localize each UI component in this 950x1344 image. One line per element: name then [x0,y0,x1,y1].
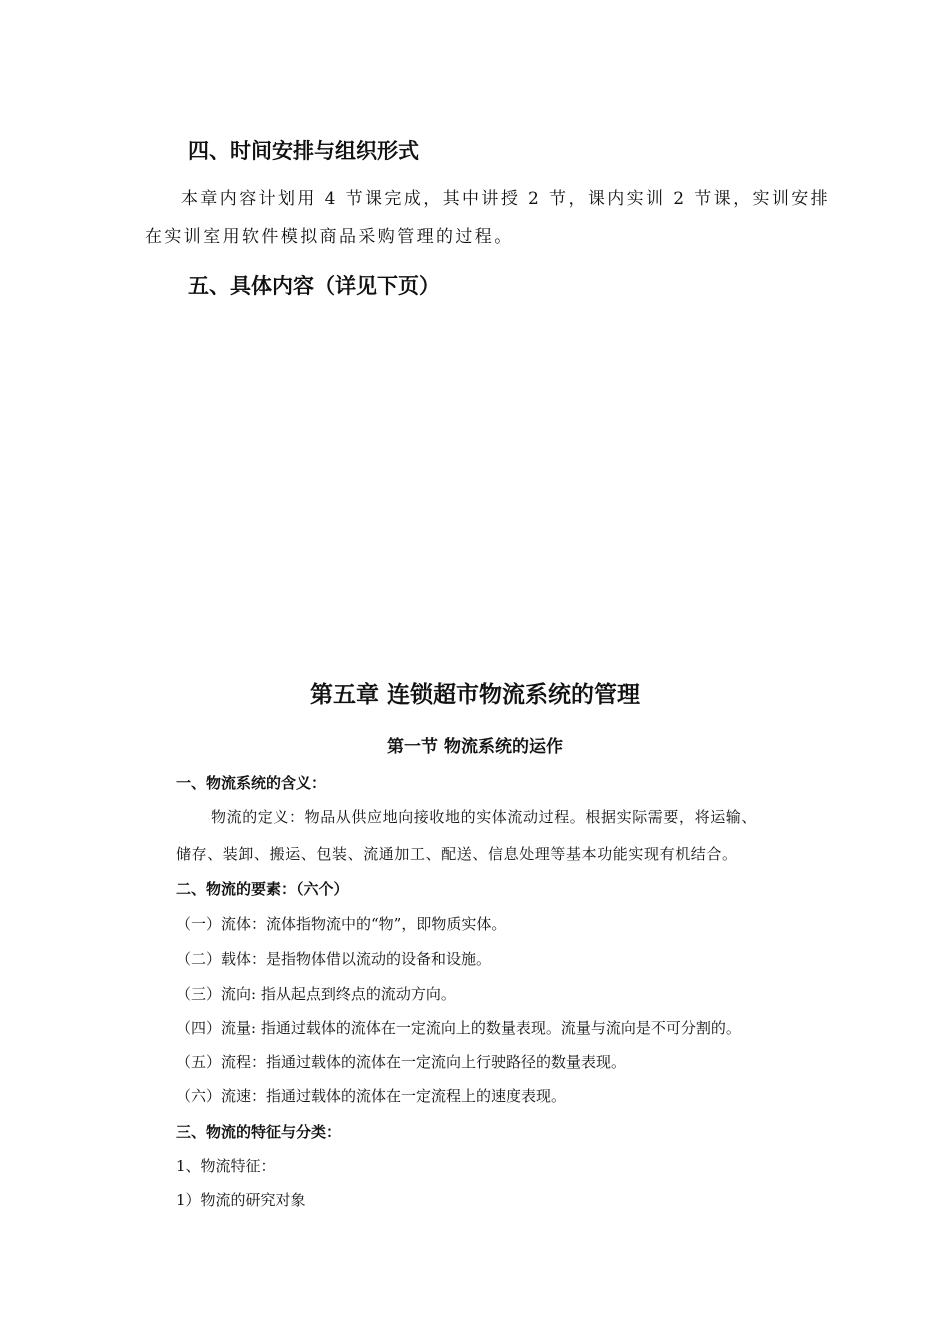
part2-item: （三）流向: 指从起点到终点的流动方向。 [176,985,456,1003]
part1-line2: 储存、装卸、搬运、包装、流通加工、配送、信息处理等基本功能实现有机结合。 [176,845,738,863]
section4-paragraph-line2: 在实训室用软件模拟商品采购管理的过程。 [145,227,514,247]
part2-item: （五）流程：指通过载体的流体在一定流向上行驶路径的数量表现。 [176,1053,627,1071]
part2-item: （一）流体：流体指物流中的“物”，即物质实体。 [176,915,507,933]
part2-item: （二）载体：是指物体借以流动的设备和设施。 [176,950,492,968]
part2-heading: 二、物流的要素：（六个） [176,880,349,898]
section5-heading: 五、具体内容（详见下页） [188,274,440,298]
part2-item: （四）流量: 指通过载体的流体在一定流向上的数量表现。流量与流向是不可分割的。 [176,1019,741,1037]
section-title: 第一节 物流系统的运作 [387,737,563,757]
part3-sub1: 1、物流特征： [176,1157,276,1175]
section4-paragraph-line1: 本章内容计划用 4 节课完成，其中讲授 2 节，课内实训 2 节课，实训安排 [181,189,831,209]
part3-heading: 三、物流的特征与分类： [176,1123,342,1141]
part3-sub2: 1）物流的研究对象 [176,1191,306,1209]
part2-item: （六）流速：指通过载体的流体在一定流程上的速度表现。 [176,1087,567,1105]
chapter-title: 第五章 连锁超市物流系统的管理 [309,682,640,708]
part1-heading: 一、物流系统的含义： [176,774,327,792]
section4-heading: 四、时间安排与组织形式 [188,139,419,163]
part1-line1: 物流的定义：物品从供应地向接收地的实体流动过程。根据实际需要，将运输、 [211,808,758,826]
